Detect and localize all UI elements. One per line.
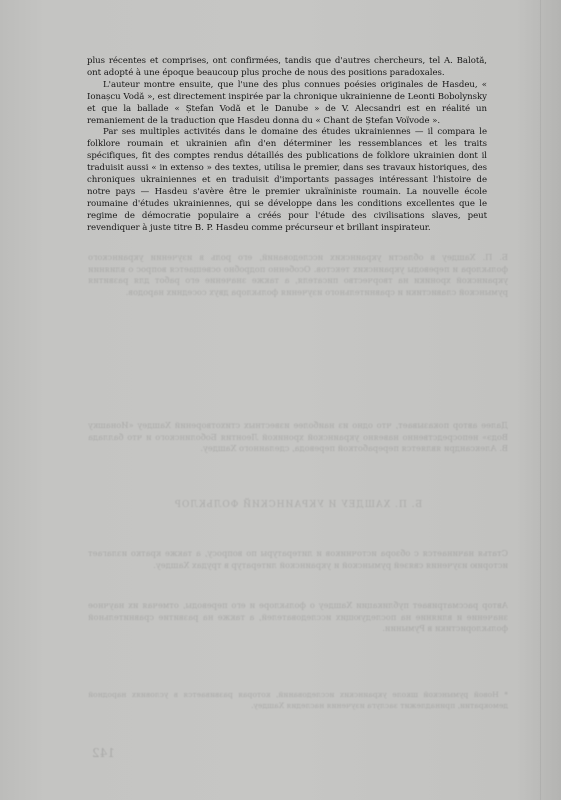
show-through-footnote: * Новой румынской школе украинских исследований, которая развивается в условиях народной демократии, принадлежит заслуга изучения наследия Хашдеу. bbox=[88, 690, 508, 710]
body-text bbox=[87, 56, 487, 235]
paragraph-ionascu-voda: L'auteur montre ensuite, que l'une des plus connues poésies originales de Hasdeu, « Ionașcu Vodă », est directement inspirée par la chronique ukrainienne de Leonti Bobolynsky et que la ballade « Ștefan Vodă et le Danube » de V. Alecsandri est en réalité un remaniement de la traduction que Hasdeu donna du « Chant de Ștefan Voïvode ». bbox=[87, 79, 487, 126]
scan-edge-line bbox=[540, 0, 541, 800]
show-through-page-number: 142 bbox=[92, 746, 115, 760]
paragraph-ukrainian-studies: Par ses multiples activités dans le domaine des études ukrainiennes — il compara le folklore roumain et ukrainien afin d'en déterminer les ressemblances et les traits spécifiques, fit des comptes rendus détaillés des publications de folklore ukrainien dont il traduisit aussi « in extenso » des textes, utilisa le premier, dans ses travaux historiques, des chroniques ukrainiennes et en traduisit d'importants passages intéressant l'histoire de notre pays — Hasdeu s'avère être le premier ukraïniniste roumain. La nouvelle école roumaine d'études ukrainiennes, qui se développe dans les conditions excellentes que le regime de démocratie populaire a créés pour l'étude des civilisations slaves, peut revendiquer à juste titre B. P. Hasdeu comme précurseur et brillant inspirateur. bbox=[87, 127, 487, 233]
show-through-text: Статья начинается с обзора источников и литературы по вопросу, а также кратко излагает историю изучения связей румынской и украинской литератур в трудах Хашдеу. bbox=[88, 548, 508, 570]
show-through-text: Б. П. Хашдеу в области украинских исследований, его роль в изучении украинского фольклора и переводы украинских текстов. Особенно подробно освещается вопрос о влиянии украинской хроники на творчество писателя, а также значение его работ для развития румынской славистики и сравнительного изучения фольклора двух соседних народов. bbox=[88, 252, 508, 297]
show-through-text: Автор рассматривает публикации Хашдеу о фольклоре и его переводы, отмечая их научное значение и влияние на последующих исследователей, а также на развитие сравнительной фольклористики в Румынии. bbox=[88, 600, 508, 634]
show-through-title: Б. П. ХАШДЕУ И УКРАИНСКИЙ ФОЛЬКЛОР bbox=[173, 500, 423, 510]
show-through-text: Далее автор показывает, что одно из наиболее известных стихотворений Хашдеу «Ионашку Водэ» непосредственно навеяно украинской хроникой Леонтия Боболинского и что баллада В. Александри является переработкой перевода, сделанного Хашдеу. bbox=[88, 420, 508, 454]
paragraph-continuation: plus récentes et comprises, ont confirmées, tandis que d'autres chercheurs, tel A. Balotă, ont adopté à une époque beaucoup plus proche de nous des positions paradoxales. bbox=[87, 56, 487, 78]
